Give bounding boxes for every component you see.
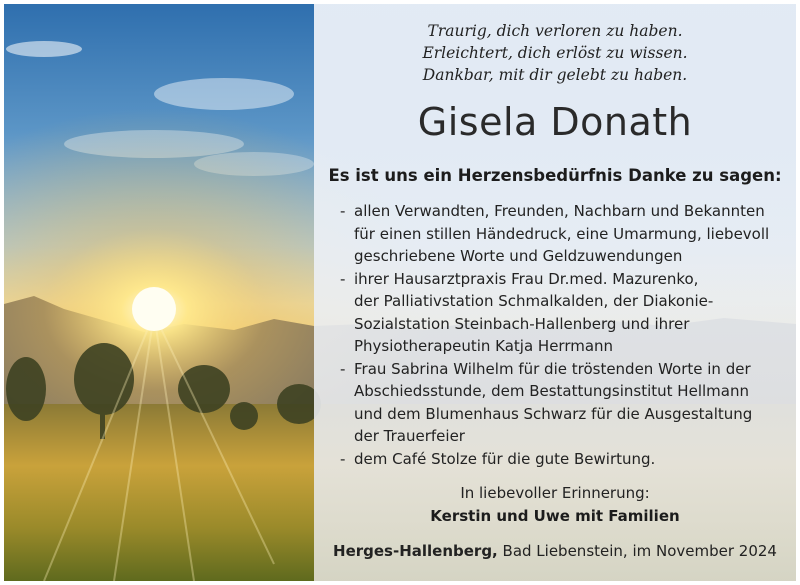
place-bold: Herges-Hallenberg, <box>333 542 498 560</box>
thanks-line: und dem Blumenhaus Schwarz für die Ausgestaltung <box>354 404 753 423</box>
thanks-line: Physiotherapeutin Katja Herrmann <box>354 337 614 355</box>
thanks-line: Frau Sabrina Wilhelm für die tröstenden Worte in der <box>354 359 751 378</box>
list-dash: - <box>340 202 346 220</box>
text-panel <box>314 4 796 581</box>
signers: Kerstin und Uwe mit Familien <box>430 507 680 525</box>
thanks-line: allen Verwandten, Freunden, Nachbarn und Bekannten <box>354 202 765 220</box>
remembrance-line: In liebevoller Erinnerung: <box>460 484 650 502</box>
list-dash: - <box>340 449 346 468</box>
thanks-line: der Palliativstation Schmalkalden, der Diakonie- <box>354 292 714 310</box>
thanks-line: Sozialstation Steinbach-Hallenberg und ihrer <box>354 314 690 333</box>
motto-line: Traurig, dich verloren zu haben. <box>427 22 683 40</box>
place-rest: Bad Liebenstein, im November 2024 <box>497 542 777 560</box>
thanks-line: ihrer Hausarztpraxis Frau Dr.med. Mazurenko, <box>354 269 699 288</box>
motto-line: Dankbar, mit dir gelebt zu haben. <box>422 66 688 84</box>
thanks-line: dem Café Stolze für die gute Bewirtung. <box>354 449 656 468</box>
thanks-item <box>340 358 790 448</box>
motto-line: Erleichtert, dich erlöst zu wissen. <box>422 44 688 62</box>
thanks-line: für einen stillen Händedruck, eine Umarmung, liebevoll <box>354 224 770 243</box>
obituary-card <box>4 4 796 581</box>
thanks-line: geschriebene Worte und Geldzuwendungen <box>354 247 683 265</box>
deceased-name: Gisela Donath <box>417 100 693 144</box>
list-dash: - <box>340 359 346 378</box>
thanks-list <box>340 200 790 470</box>
thanks-item <box>340 448 790 471</box>
list-dash: - <box>340 269 346 288</box>
thanks-heading: Es ist uns ein Herzensbedürfnis Danke zu sagen: <box>328 166 782 185</box>
thanks-line: Abschiedsstunde, dem Bestattungsinstitut Hellmann <box>354 382 749 400</box>
place-and-date <box>314 542 796 560</box>
thanks-line: der Trauerfeier <box>354 427 465 445</box>
motto-verse <box>314 20 796 86</box>
thanks-item <box>340 268 790 358</box>
thanks-item <box>340 200 790 268</box>
